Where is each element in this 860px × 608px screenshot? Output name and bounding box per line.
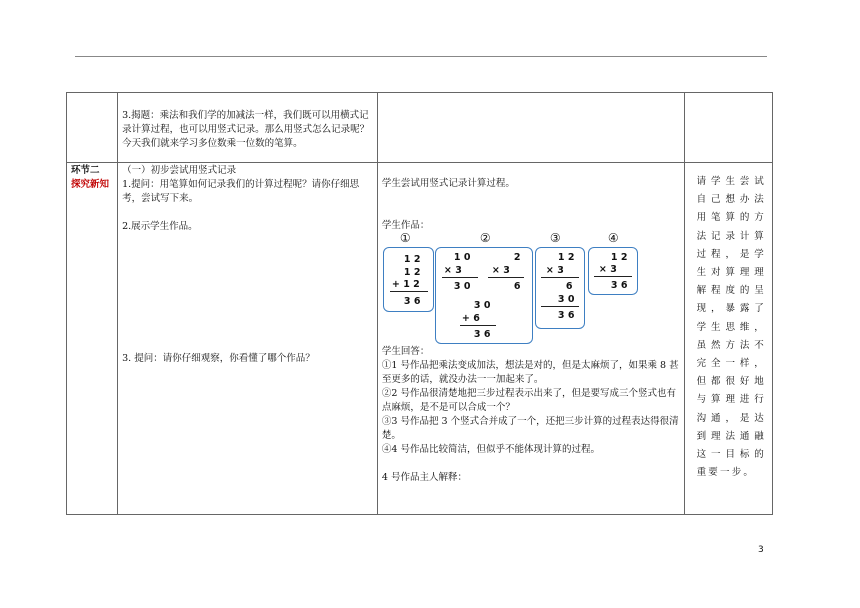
reveal-topic-text: 3.揭题：乘法和我们学的加减法一样，我们既可以用横式记录计算过程，也可以用竖式记录。那么用竖式怎么记录呢？今天我们就来学习多位数乘一位数的笔算。 (122, 110, 370, 150)
work-label-1: ① (399, 231, 411, 245)
cell-teacher-activity (118, 163, 378, 515)
student-works (382, 231, 680, 345)
cell-section-empty (67, 93, 118, 163)
work-4: 1 2 × 3 3 6 (588, 247, 638, 295)
work-label-4: ④ (607, 231, 619, 245)
question-2: 2.展示学生作品。 (122, 221, 198, 232)
work-label-3: ③ (549, 231, 561, 245)
cell-student-activity (377, 163, 684, 515)
lesson-table (66, 92, 773, 515)
answer-4: ④4 号作品比较简洁，但似乎不能体现计算的过程。 (381, 444, 600, 455)
cell-section (67, 163, 118, 515)
answer-label: 学生回答： (381, 346, 430, 357)
student-attempt: 学生尝试用竖式记录计算过程。 (381, 178, 515, 189)
answer-3: ③3 号作品把 3 个竖式合并成了一个，还把三步计算的过程表达得很清楚。 (381, 416, 679, 441)
page-number: 3 (758, 545, 764, 555)
works-label: 学生作品： (381, 220, 430, 231)
question-3: 3. 提问：请你仔细观察，你看懂了哪个作品？ (122, 353, 315, 364)
work-1: 1 2 1 2 + 1 2 3 6 (383, 247, 434, 312)
work-3: 1 2 × 3 6 3 0 3 6 (535, 247, 585, 329)
table-row (67, 93, 773, 163)
subtitle: （一）初步尝试用竖式记录 (122, 165, 237, 176)
work-label-2: ② (479, 231, 491, 245)
answer-5: 4 号作品主人解释： (381, 472, 467, 483)
header-rule (75, 56, 767, 57)
work-2: 1 0 × 3 3 0 2 × 3 6 3 0 + 6 3 6 (435, 247, 533, 344)
cell-design-intent (684, 93, 772, 163)
cell-student-activity (377, 93, 684, 163)
cell-design-intent (684, 163, 772, 515)
question-1: 1.提问：用笔算如何记录我们的计算过程呢？请你仔细思考，尝试写下来。 (122, 179, 360, 204)
section-title: 探究新知 (71, 179, 110, 190)
design-note: 请学生尝试自己想办法用笔算的方法记录计算过程，是学生对算理理解程度的呈现，暴露了学生思维，虽然方法不完全一样，但都很好地与算理进行沟通，是达到理法通融这一目标的重要一步。 (696, 176, 766, 479)
section-label: 环节二 (71, 165, 100, 176)
cell-teacher-activity (118, 93, 378, 163)
answer-2: ②2 号作品很清楚地把三步过程表示出来了，但是要写成三个竖式也有点麻烦，是不是可以合成一个？ (381, 388, 676, 413)
answer-1: ①1 号作品把乘法变成加法，想法是对的，但是太麻烦了，如果乘 8 甚至更多的话，就没办法一一加起来了。 (381, 360, 679, 385)
table-row (67, 163, 773, 515)
